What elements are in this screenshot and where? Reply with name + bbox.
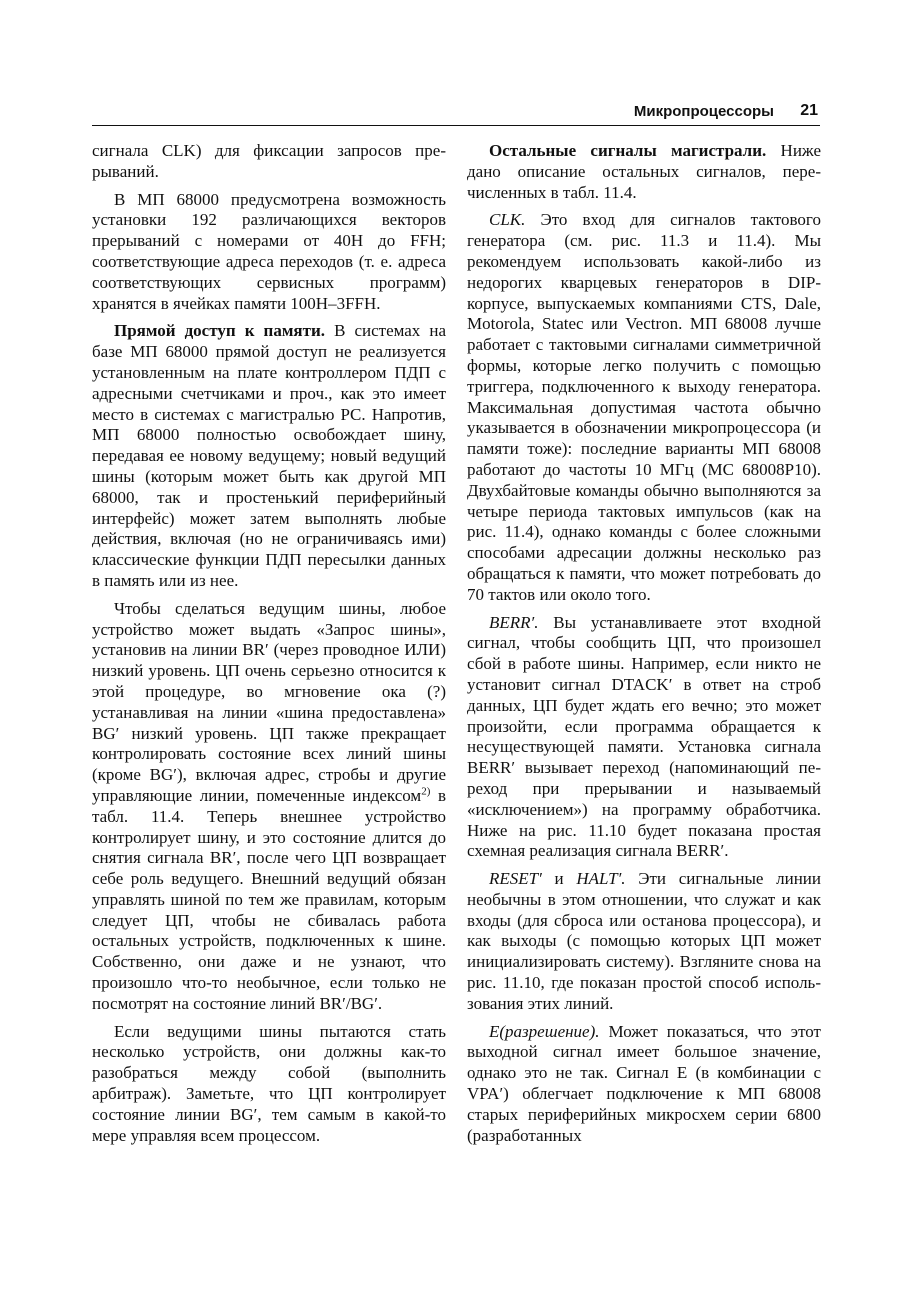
signal-name-paren: (разрешение). <box>499 1021 600 1041</box>
signal-name: E <box>489 1021 500 1041</box>
paragraph: Если ведущими шины пытаются стать несколько устройств, они должны как-то разобраться между собой (выполнить арбитраж). Заметьте, что ЦП контролирует состояние линии BG′, тем самым в какой-то мере управляя всем процессом. <box>92 1021 446 1145</box>
page-number: 21 <box>800 102 818 119</box>
paragraph: Остальные сигналы магистрали. Ниже дано описание остальных сигналов, перечисленных в табл. 11.4. <box>467 141 821 202</box>
paragraph: сигнала CLK) для фиксации запросов прерываний. <box>92 141 446 181</box>
signal-name: RESET′ <box>489 869 542 889</box>
signal-name: BERR′. <box>489 612 539 632</box>
paragraph: CLK. Это вход для сигналов тактового генератора (см. рис. 11.3 и 11.4). Мы рекомендуем использовать какой-либо из недорогих кварцевых генераторов в DIP-корпусе, выпускаемых компаниями CTS, Dale, Motorola, Statec или Vectron. МП 68008 лучше работает с тактовыми сигналами симметричной формы, которые легко получить с помощью триггера, подключенного к выходу генератора. Максимальная допустимая частота обычно указывается в обозначении микропроцессора (и памяти тоже): последние варианты МП 68008 работают до частоты 10 МГц (МС 68008Р10). Двухбайтовые команды обычно выполняются за четыре периода тактовых импульсов (как на рис. 11.4), однако команды с более сложными способами адресации должны несколько раз обращаться к памяти, что может потребовать до 70 тактов или около того. <box>467 210 821 604</box>
paragraph-lead: Остальные сигналы магистрали. <box>489 141 767 160</box>
signal-name: HALT′. <box>576 869 626 889</box>
paragraph: E(разрешение). Может показаться, что этот выходной сигнал имеет большое значение, однако это не так. Сигнал E (в комбинации с VPA′) облегчает подключение к МП 68008 старых периферийных микросхем серии 6800 (разработанных <box>467 1021 821 1145</box>
running-header <box>92 101 820 126</box>
paragraph: Прямой доступ к памяти. В системах на базе МП 68000 прямой доступ не реализуется установленным на плате контроллером ПДП с адресными счетчиками и проч., как это имеет место в системах с магистралью PC. Напротив, МП 68000 полностью освобождает шину, передавая ее новому ведущему; новый ведущий шины (которым может быть как другой МП 68000, так и простенький периферийный интерфейс) может затем выполнять любые действия, включая (но не ограничиваясь ими) классические функции ПДП пересылки данных в память или из нее. <box>92 321 446 590</box>
signal-name: CLK. <box>489 210 526 230</box>
section-title: Микропроцессоры <box>633 103 774 120</box>
paragraph: В МП 68000 предусмотрена возможность установки 192 различающихся векторов прерываний с номерами от 40Н до FFH; соответствующие адреса переходов (т. е. адреса соответствующих сервисных программ) хранятся в ячейках памяти 100H–3FFH. <box>92 189 446 313</box>
footnote-mark: 2) <box>421 785 431 798</box>
paragraph: BERR′. Вы устанавливаете этот входной сигнал, чтобы сообщить ЦП, что произошел сбой в работе шины. Например, если никто не установит сигнал DTACK′ в ответ на строб данных, ЦП будет ждать его вечно; это может произойти, если программа обращается к несуществующей памяти. Установка сигнала BERR′ вызывает переход (напоминающий переход при прерывании и называемый «исключением») на программу обработчика. Ниже на рис. 11.10 будет показана простая схемная реализация сигнала BERR′. <box>467 612 821 861</box>
left-column <box>92 141 446 1153</box>
right-column <box>467 141 821 1153</box>
paragraph-lead: Прямой доступ к памяти. <box>114 321 326 341</box>
paragraph: Чтобы сделаться ведущим шины, любое устройство может выдать «Запрос шины», установив на линии BR′ (через проводное ИЛИ) низкий уровень. ЦП очень серьезно относится к этой процедуре, во мгновение ока (?) устанавливая на линии «шина предоставлена» BG′ низкий уровень. ЦП также прекращает контролировать состояние всех линий шины (кроме BG′), включая адрес, стробы и другие управляющие линии, помеченные индексом$^{2)}$ в табл. 11.4. Теперь внешнее устройство контролирует шину, и это состояние длится до снятия сигнала BR′, после чего ЦП возвращает себе роль ведущего. Внешний ведущий обязан управлять шиной по тем же правилам, которым следует ЦП, чтобы не сбивалась работа остальных устройств, подключенных к шине. Собственно, они даже и не узнают, что произошло что-то необычное, если только не посмотрят на состояние линий BR′/BG′. <box>92 598 446 1013</box>
paragraph: RESET′ и HALT′. Эти сигнальные линии необычны в этом отношении, что служат и как входы (для сброса или останова процессора), и как выходы (с помощью которых ЦП может инициализировать систему). Взгляните снова на рис. 11.10, где показан простой способ использования этих линий. <box>467 869 821 1013</box>
